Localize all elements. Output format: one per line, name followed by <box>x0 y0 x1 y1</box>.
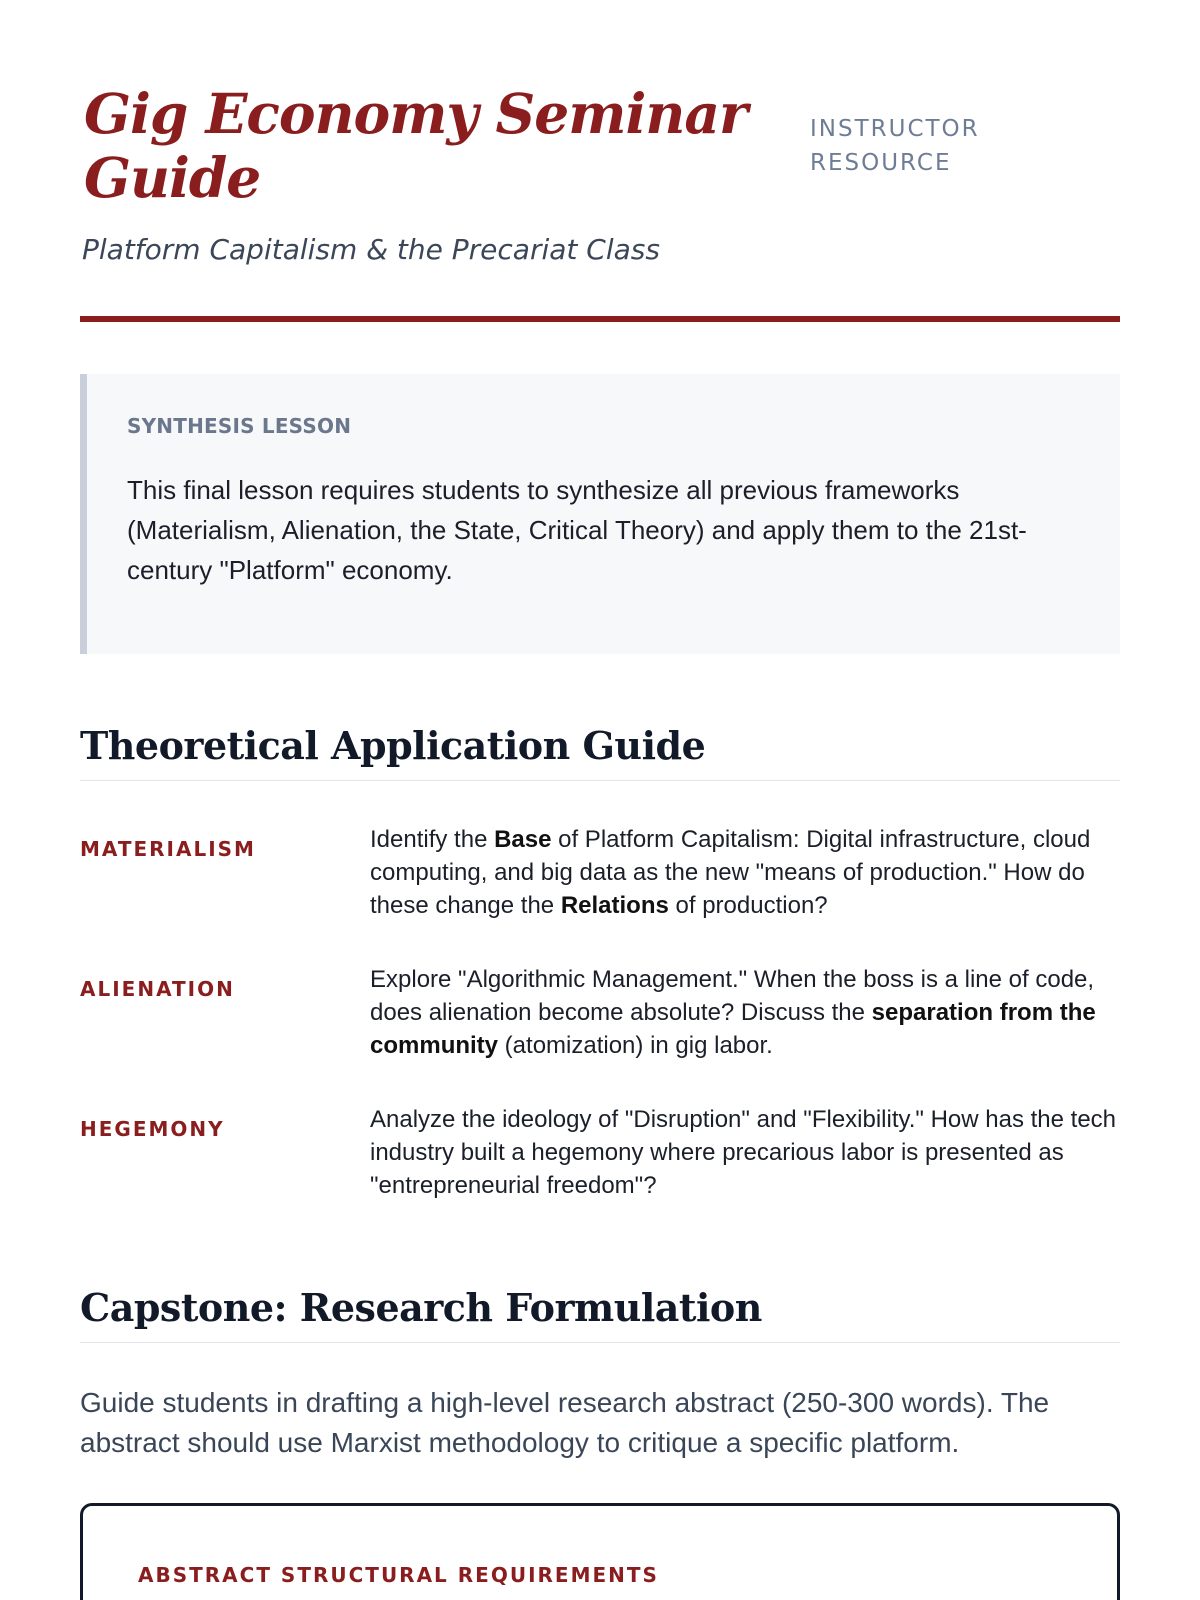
desc-alienation <box>370 963 1120 1062</box>
desc-emphasis: Relations <box>560 892 669 919</box>
page <box>80 0 1120 1600</box>
requirements-box <box>80 1503 1120 1600</box>
capstone-intro: Guide students in drafting a high-level research abstract (250-300 words). The abstract should use Marxist methodology to critique a specific platform. <box>80 1387 1050 1458</box>
desc-materialism <box>370 823 1120 922</box>
header-divider <box>80 316 1120 322</box>
capstone-section-title: Capstone: Research Formulation <box>80 1285 762 1330</box>
term-alienation: ALIENATION <box>80 977 235 1001</box>
term-materialism: MATERIALISM <box>80 837 256 861</box>
desc-emphasis: Base <box>494 826 552 853</box>
resource-badge: INSTRUCTOR RESOURCE <box>810 116 980 176</box>
desc-text: Identify the <box>370 826 495 853</box>
capstone-section-divider <box>80 1342 1120 1343</box>
desc-text: Explore "Algorithmic Management." When the boss is a line of code, does alienation become absolute? Discuss the <box>370 966 1095 1026</box>
callout-label: SYNTHESIS LESSON <box>127 414 352 438</box>
requirements-label: ABSTRACT STRUCTURAL REQUIREMENTS <box>138 1563 659 1587</box>
desc-text: of production? <box>668 892 828 919</box>
term-hegemony: HEGEMONY <box>80 1117 225 1141</box>
desc-text: (atomization) in gig labor. <box>498 1032 773 1059</box>
theory-section-divider <box>80 780 1120 781</box>
header <box>80 82 1120 322</box>
desc-text: of Platform Capitalism: Digital infrastructure, cloud computing, and big data as the new "means of production." How do these change the <box>370 826 1091 919</box>
page-title: Gig Economy Seminar Guide <box>84 81 747 210</box>
desc-emphasis: separation from the community <box>370 999 1096 1059</box>
desc-text: Analyze the ideology of "Disruption" and "Flexibility." How has the tech industry built a hegemony where precarious labor is presented as "entrepreneurial freedom"? <box>370 1106 1117 1199</box>
synthesis-callout <box>80 374 1120 654</box>
theory-section-title: Theoretical Application Guide <box>80 723 706 768</box>
desc-hegemony <box>370 1103 1120 1202</box>
page-subtitle: Platform Capitalism & the Precariat Class <box>82 233 660 266</box>
callout-text: This final lesson requires students to synthesize all previous frameworks (Materialism, Alienation, the State, Critical Theory) and apply them to the 21st-century "Platform" economy. <box>127 475 1027 585</box>
